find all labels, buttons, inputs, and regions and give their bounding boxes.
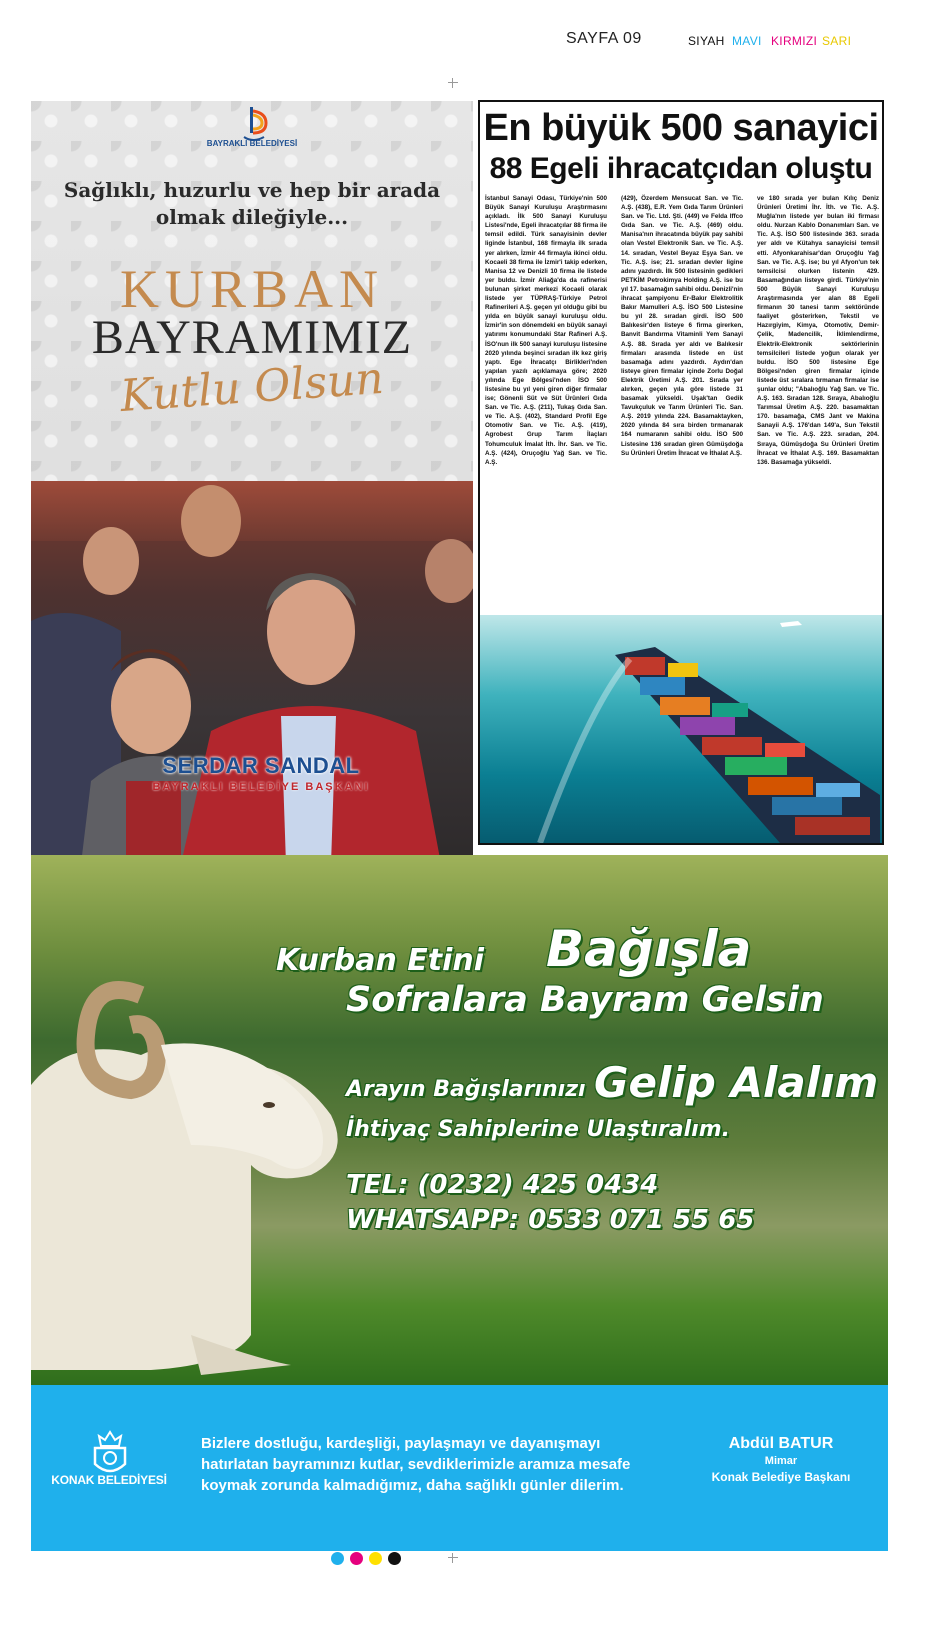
cargo-ship-illustration xyxy=(480,615,882,843)
phone-number: TEL: (0232) 425 0434 xyxy=(346,1170,659,1200)
konak-message-line-1: Bizlere dostluğu, kardeşliği, paylaşmayı ve dayanışmayı xyxy=(201,1435,601,1452)
mayor-title: BAYRAKLI BELEDİYE BAŞKANI xyxy=(152,781,370,793)
konak-logo-text: KONAK BELEDİYESİ xyxy=(51,1473,167,1487)
article-headline-sub: 88 Egeli ihracatçıdan oluştu xyxy=(489,152,873,185)
bagisla-text: Bağışla xyxy=(546,920,752,978)
article-column-3: ve 180 sırada yer bulan Kılıç Deniz Ürünleri Üretimi İhr. İth. ve Tic. A.Ş. Muğla'nın listede yer bulan iki firması oldu. Nurzan Kablo Donanımları San. ve Tic. A.Ş. İSO 500 listesinde 363. sırada yer aldı ve Kütahya sanayicisi temsil etti. Afyonkarahisar'dan Oruçoğlu Yağ San. ve Tic. A.Ş. ise; bu yıl Afyon'un tek temsilcisi olurken listenin 429. Basamağından listeye girdi. Türkiye'nin 500 Büyük Sanayi Kuruluşu Araştırmasında yer alan 88 Egeli firmanın 30 tanesi tarım sektöründe faaliyet gösterirken, Tekstil ve Hazırgiyim, Kimya, Otomotiv, Demir-Çelik, Madencilik, İklimlendirme, Elektrik-Elektronik sektörlerinin temsilcileri listede yoğun olarak yer buldu. İSO 500 listesine Ege Bölgesi'nden giren firmalar içinde listede üst sıralara tırmanan firmalar ise şunlar oldu; "Abalıoğlu Yağ San. ve Tic. A.Ş. 163. Sıradan 128. Sıraya, Abalıoğlu Tarımsal Üretim A.Ş. 220. basamaktan 170. basamağa, CMS Jant ve Makina Sanayii A.Ş. 176'dan 149'a, Sun Tekstil San. ve Tic. A.Ş. 223. sıradan, 204. Sıraya, Gümüşdoğa Su Ürünleri Üretim İhracat ve İthalat A.Ş. 169. Basamaktan 136. Basamağa yükseldi. xyxy=(757,195,879,466)
page-label: SAYFA 09 xyxy=(566,30,642,47)
registration-mark-bottom xyxy=(448,1553,458,1563)
bayram-title: BAYRAMIMIZ xyxy=(91,311,413,364)
konak-holiday-ad xyxy=(31,855,888,1551)
konak-mayor-role: Mimar xyxy=(764,1455,798,1467)
ihtiyac-text: İhtiyaç Sahiplerine Ulaştıralım. xyxy=(346,1117,730,1142)
kurban-title: KURBAN xyxy=(119,259,385,319)
cmyk-label-cyan: MAVI xyxy=(732,34,762,48)
article-column-1: İstanbul Sanayi Odası, Türkiye'nin 500 Büyük Sanayi Kuruluşu Araştırmasını açıkladı. İlk 500 Sanayi Kuruluşu Listesi'nde, Egeli ihracatçılar 88 firma ile temsil edildi. Türk sanayisinin devler liginde İstanbul, 168 firmayla ilk sırada yer alırken, İzmir 44 firmayla ikinci oldu. Kocaeli 38 firma ile İzmir'i takip ederken, Manisa 12 ve Denizli 10 firma ile listede yer buldu. İzmir Aliağa'da da rafinerisi bulunan şirket merkezi Kocaeli olarak listede yer TÜPRAŞ-Türkiye Petrol Rafinerileri A.Ş. geçen yıl olduğu gibi bu yılda en büyük sanayi kuruluşu oldu. İzmir'in son dönemdeki en büyük sanayi yatırımı konumundaki Star Rafineri A.Ş. İSO'nun ilk 500 sanayi kuruluşu listesine 2020 yılında beşinci sıradan ilk kez giriş yaptı. Ege İhracatçı Birlikleri'nden yapılan yazılı açıklamaya göre; 2020 yılında Ege Bölgesi'nden İSO 500 listesine bu yıl yeni giren diğer firmalar ise; Gönenli Süt ve Süt Ürünleri Gıda San. ve Tic. A.Ş. (211), Tukaş Gıda San. ve Tic. A.Ş. (402), Standard Profil Ege Otomotiv San. ve Tic. A.Ş. (419), Agrobest Grup Tarım İlaçları Tohumculuk İmalat İth. İhr. San. ve Tic. A.Ş. (424), Oruçoğlu Yağ San. ve Tic. A.Ş. xyxy=(485,195,607,466)
greeting-line-2: olmak dileğiyle... xyxy=(155,205,349,229)
color-dot-black xyxy=(388,1552,401,1565)
cargo-ship-photo xyxy=(480,615,882,843)
news-article xyxy=(478,100,884,845)
gelip-alalim-text: Gelip Alalım xyxy=(594,1058,879,1107)
mayor-photo xyxy=(31,481,473,864)
article-headline-main: En büyük 500 sanayici xyxy=(483,107,879,149)
sofralara-text: Sofralara Bayram Gelsin xyxy=(346,980,824,1020)
article-column-2: (429), Özerdem Mensucat San. ve Tic. A.Ş. (438), E.R. Yem Gıda Tarım Ürünleri San. ve Tic. Ltd. Şti. (449) ve Felda Iffco Gıda San. ve Tic. A.Ş. (469) oldu. Manisa'nın ihracatında büyük pay sahibi olan Vestel Elektronik San. ve Tic. A.Ş. 14. sıradan, Vestel Beyaz Eşya San. ve Tic. A.Ş. ise; 21. sıradan devler ligine adını yazdırdı. İlk 500 listesinin gedikleri PETKİM Petrokimya Holding A.Ş. ise bu yıl 17. basamağın sahibi oldu. Denizli'nin ihracat şampiyonu Er-Bakır Elektrolitik Bakır Mamulleri A.Ş. İSO 500 Listesine bu yıl 28. sıradan girdi. İSO 500 Balıkesir'den listeye 6 firma girerken, Banvit Bandırma Vitaminli Yem Sanayi A.Ş. 88. Sırada yer aldı ve Balıkesir firmaları arasında listede en üst basamağa adını yazdırdı. Aydın'dan listeye giren firmalar içinde Zorlu Doğal Elektrik Üretimi A.Ş. 201. Sırada yer alırken, geçen yıla göre listede 31 basamak yükseldi. Uşak'tan Gedik Tavukçuluk ve Tarım Ürünleri Tic. San. A.Ş. 2019 yılında 224. Basamaktayken, 2020 yılında 84 sıra birden tırmanarak 164 numaranın sahibi oldu. İSO 500 Listesine 136 sıradan giren Gümüşdoğa Su Ürünleri Üretim İhracat ve İthalat A.Ş. xyxy=(621,195,743,457)
arayin-text: Arayın Bağışlarınızı xyxy=(346,1077,586,1102)
registration-mark-top xyxy=(448,78,458,88)
color-dot-magenta xyxy=(350,1552,363,1565)
color-dot-yellow xyxy=(369,1552,382,1565)
cmyk-label-black: SIYAH xyxy=(688,34,725,48)
greeting-text xyxy=(51,177,453,231)
color-dot-cyan xyxy=(331,1552,344,1565)
whatsapp-number: WHATSAPP: 0533 071 55 65 xyxy=(346,1205,755,1235)
sheep-illustration xyxy=(31,915,391,1385)
sheep-photo xyxy=(31,855,888,1385)
cmyk-label-yellow: SARI xyxy=(822,34,852,48)
konak-mayor-name: Abdül BATUR xyxy=(728,1435,834,1452)
konak-message xyxy=(201,1433,701,1496)
crowd-illustration xyxy=(31,481,473,864)
cmyk-label-magenta: KIRMIZI xyxy=(771,34,818,48)
konak-mayor-title: Konak Belediye Başkanı xyxy=(711,1470,851,1484)
bayrakli-holiday-ad xyxy=(31,101,473,864)
bayrakli-logo-text: BAYRAKLI BELEDİYESİ xyxy=(206,139,298,148)
mayor-name: SERDAR SANDAL xyxy=(162,753,360,778)
greeting-line-1: Sağlıklı, huzurlu ve hep bir arada xyxy=(63,178,441,202)
kurban-etini-text: Kurban Etini xyxy=(276,943,485,978)
kutlu-olsun-script: Kutlu Olsun xyxy=(118,352,386,423)
konak-message-line-3: koymak zorunda kalmadığımız, daha sağlıklı günler dilerim. xyxy=(201,1477,624,1494)
konak-message-line-2: hatırlatan bayramınızı kutlar, sevdiklerimizle aramıza mesafe xyxy=(201,1456,631,1473)
